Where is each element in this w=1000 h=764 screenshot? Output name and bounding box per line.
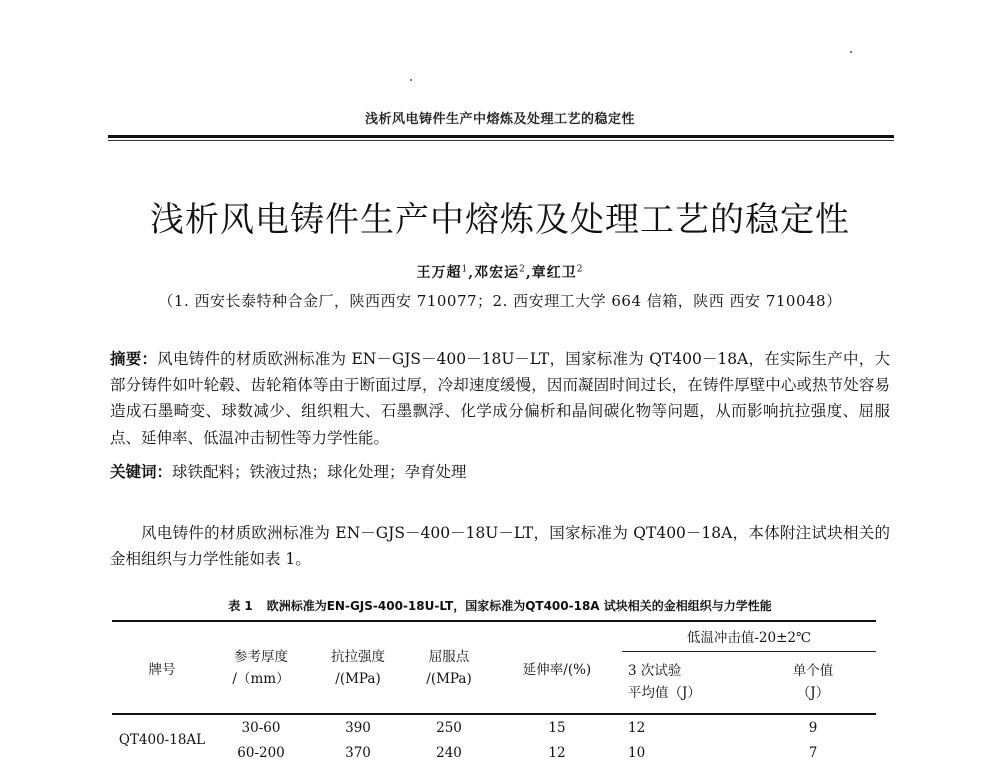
body-paragraph: 风电铸件的材质欧洲标准为 EN－GJS－400－18U－LT，国家标准为 QT400－18A，本体附注试块相关的金相组织与力学性能如表 1。 — [110, 524, 890, 568]
cell-impact-avg: 10 — [628, 744, 646, 761]
abstract-label: 摘要： — [110, 350, 158, 368]
header-yield-line1: 屈服点 — [428, 648, 470, 665]
header-impact-avg-line2: 平均值（J） — [628, 685, 701, 702]
author-affil-mark: 1 — [461, 264, 469, 275]
keywords — [110, 460, 890, 482]
header-impact-avg-line1: 3 次试验 — [628, 663, 682, 680]
header-tensile-line2: /(MPa) — [335, 670, 381, 687]
running-head: 浅析风电铸件生产中熔炼及处理工艺的稳定性 — [364, 112, 635, 127]
header-impact-single-line2: （J） — [796, 685, 830, 702]
cell-impact-single: 7 — [808, 744, 818, 761]
header-thickness-line2: /（mm） — [232, 670, 290, 687]
header-rule-thin — [108, 140, 894, 141]
paper-title: 浅析风电铸件生产中熔炼及处理工艺的稳定性 — [150, 200, 850, 240]
author-separator: , — [525, 265, 532, 281]
cell-impact-avg: 12 — [622, 714, 750, 741]
cell-tensile: 370 — [345, 744, 371, 761]
cell-thickness: 30-60 — [212, 714, 310, 741]
header-impact-group: 低温冲击值-20±2℃ — [622, 621, 876, 651]
header-impact-avg — [622, 651, 750, 714]
table-row — [112, 714, 876, 741]
cell-elongation: 12 — [548, 744, 566, 761]
author-separator: , — [468, 265, 475, 281]
header-elongation: 延伸率/(%) — [492, 621, 622, 714]
author-affil-mark: 2 — [576, 264, 584, 275]
header-rule-thick — [108, 135, 894, 138]
abstract — [110, 346, 890, 451]
cell-grade: QT400-18AL — [112, 714, 212, 764]
properties-table — [112, 620, 876, 764]
cell-elongation: 15 — [492, 714, 622, 741]
table-caption-text: 欧洲标准为EN-GJS-400-18U-LT，国家标准为QT400-18A 试块相关的金相组织与力学性能 — [266, 599, 772, 613]
header-impact-single-line1: 单个值 — [792, 663, 834, 680]
table-row — [112, 741, 876, 764]
header-grade: 牌号 — [112, 621, 212, 714]
table-caption-number: 表 1 — [228, 599, 253, 613]
author-name: 邓宏运 — [474, 265, 520, 281]
affiliations: （1. 西安长泰特种合金厂，陕西西安 710077；2. 西安理工大学 664 信箱，陕西 西安 710048） — [158, 292, 842, 310]
author-name: 章红卫 — [531, 265, 577, 281]
cell-yield: 250 — [406, 714, 492, 741]
table-caption — [0, 597, 1000, 614]
cell-yield: 240 — [436, 744, 462, 761]
author-name: 王万超 — [416, 265, 462, 281]
cell-tensile: 390 — [310, 714, 406, 741]
header-tensile — [310, 621, 406, 714]
header-thickness — [212, 621, 310, 714]
abstract-text: 风电铸件的材质欧洲标准为 EN－GJS－400－18U－LT，国家标准为 QT400－18A，在实际生产中，大部分铸件如叶轮毂、齿轮箱体等由于断面过厚，冷却速度缓慢，因而凝固时间过长，在铸件厚壁中心或热节处容易造成石墨畸变、球数减少、组织粗大、石墨飘浮、化学成分偏析和晶间碳化物等问题，从而影响抗拉强度、屈服点、延伸率、低温冲击韧性等力学性能。 — [110, 350, 890, 447]
keywords-label: 关键词： — [110, 463, 173, 481]
header-thickness-line1: 参考厚度 — [234, 648, 288, 665]
scan-speck — [850, 51, 852, 53]
keywords-text: 球铁配料；铁液过热；球化处理；孕育处理 — [172, 463, 467, 481]
header-yield — [406, 621, 492, 714]
header-tensile-line1: 抗拉强度 — [331, 648, 385, 665]
author-list — [0, 262, 1000, 282]
header-yield-line2: /(MPa) — [426, 670, 472, 687]
cell-impact-single: 9 — [750, 714, 876, 741]
header-impact-single — [750, 651, 876, 714]
scan-speck — [410, 79, 412, 81]
cell-thickness: 60-200 — [237, 744, 285, 761]
author-affil-mark: 2 — [519, 264, 526, 275]
